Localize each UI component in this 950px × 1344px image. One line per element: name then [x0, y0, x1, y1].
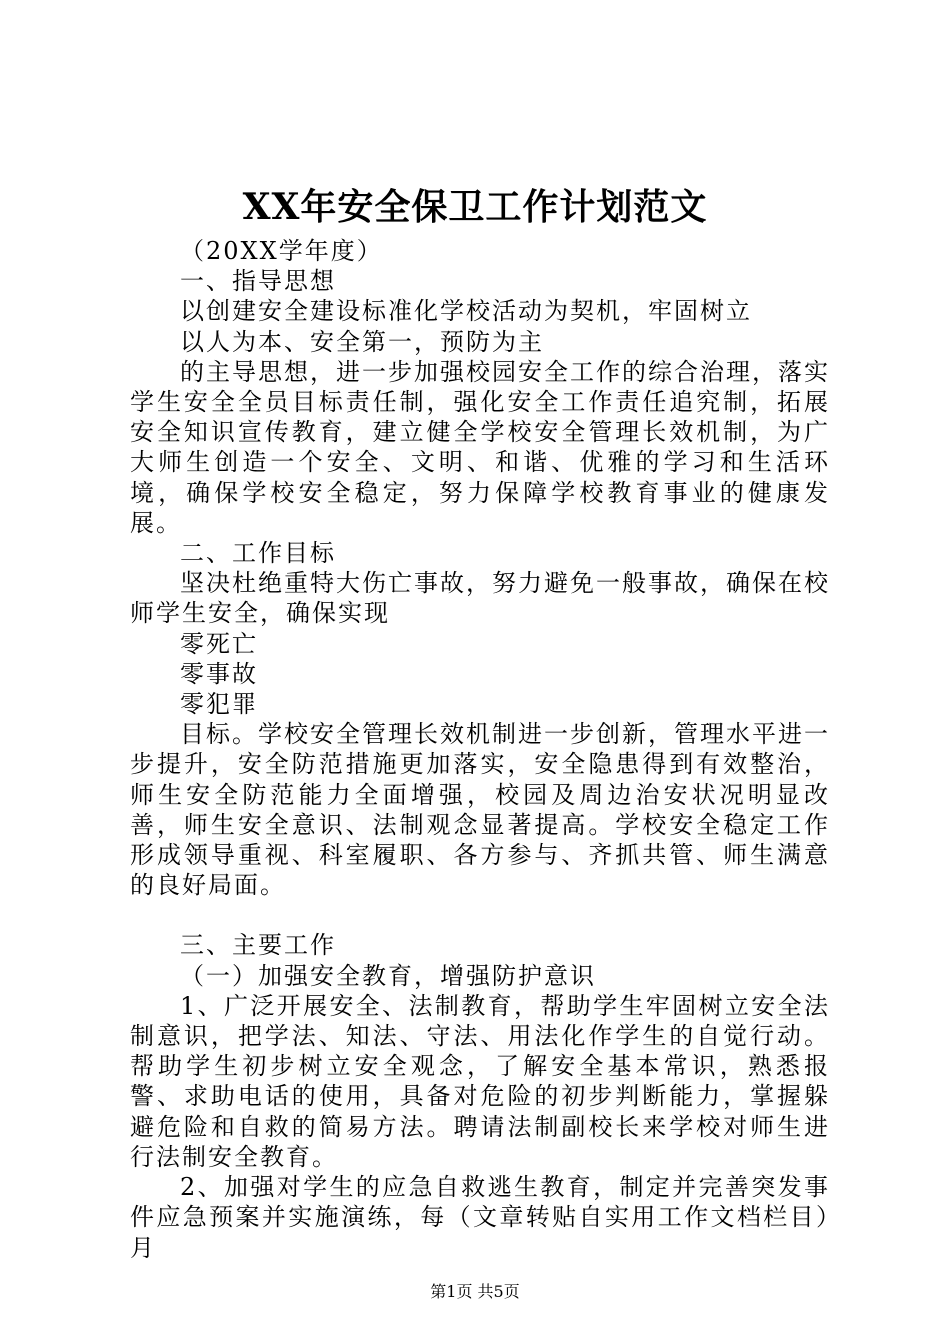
heading-main-work: 三、主要工作: [180, 931, 336, 960]
paragraph: 以创建安全建设标准化学校活动为契机，牢固树立: [180, 297, 752, 326]
paragraph: 1、广泛开展安全、法制教育，帮助学生牢固树立安全法制意识，把学法、知法、守法、用法化作学生的自觉行动。帮助学生初步树立安全观念，了解安全基本常识，熟悉报警、求助电话的使用，具备对危险的初步判断能力，掌握躲避危险和自救的简易方法。聘请法制副校长来学校对师生进行法制安全教育。: [130, 991, 830, 1171]
document-title: XX年安全保卫工作计划范文: [242, 186, 708, 228]
page-footer: 第1页 共5页: [430, 1282, 520, 1301]
heading-work-goals: 二、工作目标: [180, 539, 336, 568]
subheading-safety-education: （一）加强安全教育，增强防护意识: [180, 961, 596, 990]
paragraph: 以人为本、安全第一，预防为主: [180, 327, 544, 356]
paragraph: 坚决杜绝重特大伤亡事故，努力避免一般事故，确保在校师学生安全，确保实现: [130, 569, 830, 628]
document-body: [130, 236, 830, 1263]
blank-line: [130, 900, 830, 930]
paragraph-school-year: （20XX学年度）: [180, 237, 383, 265]
paragraph: 的主导思想，进一步加强校园安全工作的综合治理，落实学生安全全员目标责任制，强化安全工作责任追究制，拓展安全知识宣传教育，建立健全学校安全管理长效机制，为广大师生创造一个安全、文明、和谐、优雅的学习和生活环境，确保学校安全稳定，努力保障学校教育事业的健康发展。: [130, 357, 830, 537]
paragraph: 零事故: [180, 659, 258, 688]
heading-guiding-ideology: 一、指导思想: [180, 267, 336, 296]
paragraph: 目标。学校安全管理长效机制进一步创新，管理水平进一步提升，安全防范措施更加落实，安全隐患得到有效整治，师生安全防范能力全面增强，校园及周边治安状况明显改善，师生安全意识、法制观念显著提高。学校安全稳定工作形成领导重视、科室履职、各方参与、齐抓共管、师生满意的良好局面。: [130, 720, 830, 900]
paragraph: 零死亡: [180, 629, 258, 658]
paragraph: 2、加强对学生的应急自救逃生教育，制定并完善突发事件应急预案并实施演练，每（文章转贴自实用工作文档栏目）月: [130, 1173, 830, 1262]
paragraph: 零犯罪: [180, 690, 258, 719]
